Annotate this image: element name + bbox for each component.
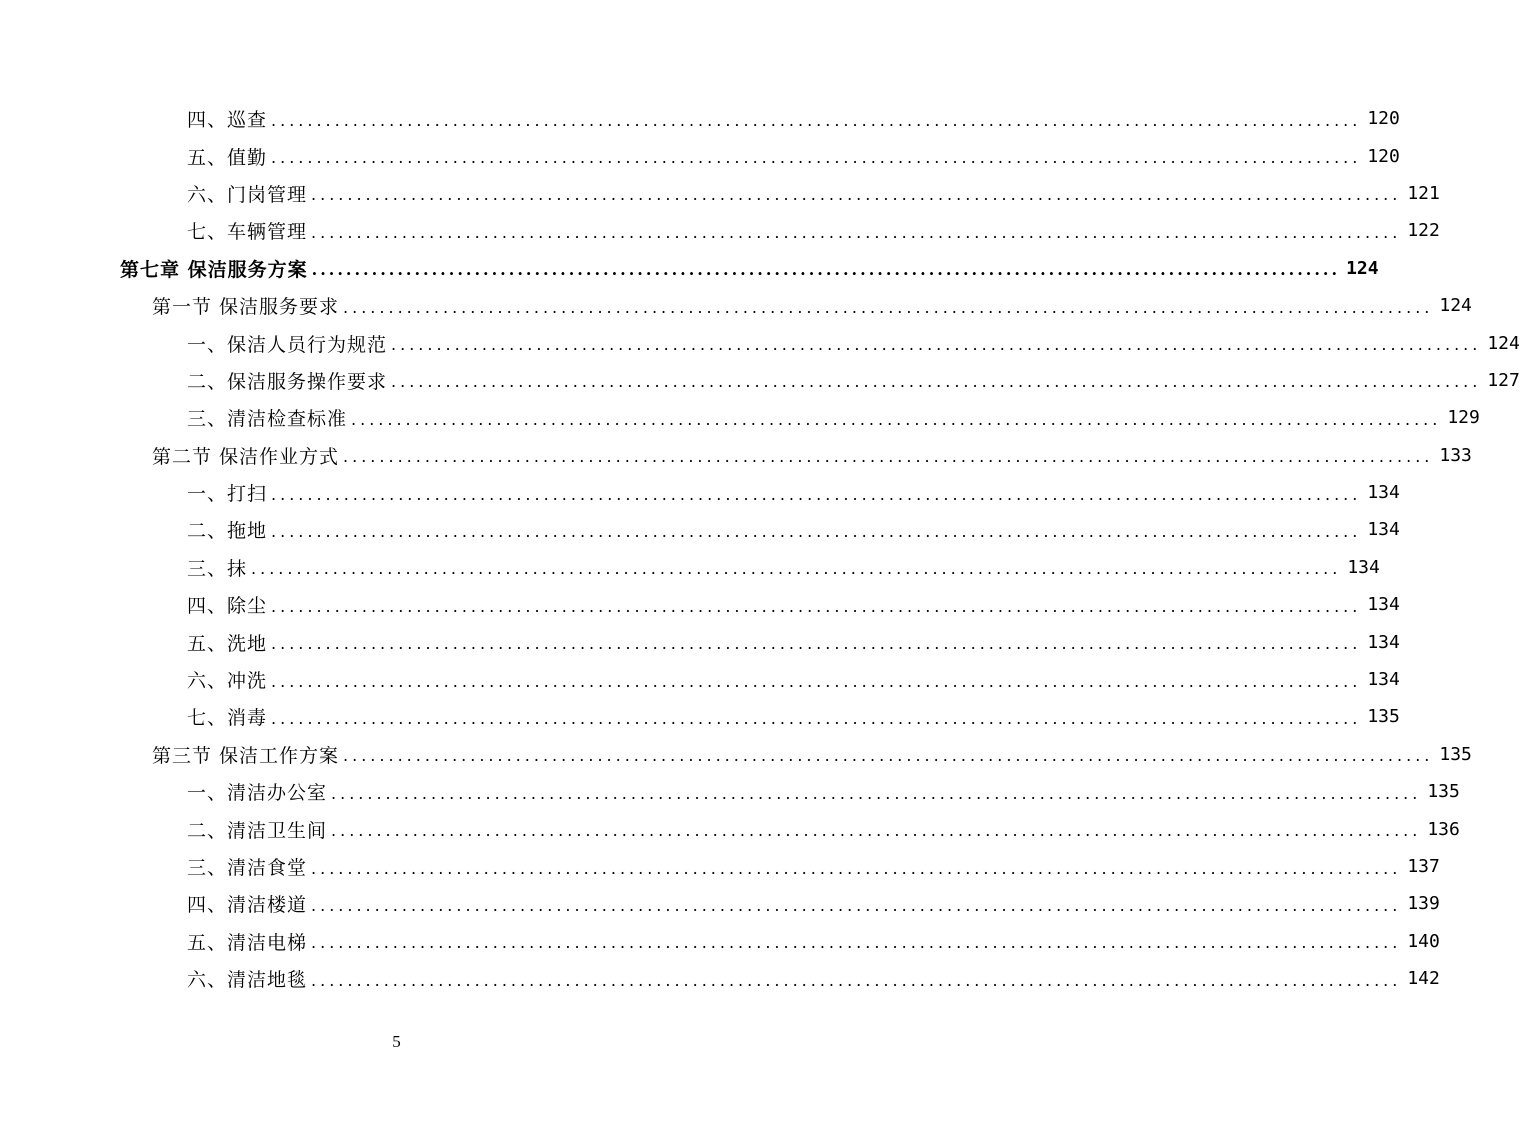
toc-chapter-entry[interactable] — [0, 250, 1379, 287]
toc-entry[interactable] — [0, 773, 1460, 810]
toc-section-entry[interactable] — [0, 287, 1472, 324]
toc-leader-dots: ........................................................................................................................ — [271, 110, 1362, 130]
toc-entry-label: 四、除尘 — [187, 595, 268, 618]
toc-leader-dots: ........................................................................................................................ — [343, 297, 1434, 317]
toc-leader-dots: ........................................................................................................................ — [311, 858, 1402, 878]
toc-entry-page: 124 — [1487, 332, 1520, 354]
toc-entry-page: 135 — [1439, 743, 1472, 765]
toc-entry-page: 134 — [1367, 594, 1400, 616]
toc-entry-page: 134 — [1347, 556, 1380, 578]
toc-entry[interactable] — [0, 623, 1400, 660]
toc-entry-page: 136 — [1427, 818, 1460, 840]
toc-entry-label: 第三节 保洁工作方案 — [152, 744, 340, 767]
toc-entry-label: 三、抹 — [187, 557, 248, 580]
toc-entry-page: 137 — [1407, 856, 1440, 877]
toc-leader-dots: ........................................................................................................................ — [271, 708, 1362, 728]
toc-entry[interactable] — [0, 511, 1400, 548]
toc-entry[interactable] — [0, 586, 1400, 623]
toc-entry-label: 四、清洁楼道 — [187, 894, 308, 917]
toc-leader-dots: ........................................................................................................................ — [271, 148, 1362, 168]
toc-entry-label: 五、清洁电梯 — [187, 931, 308, 954]
toc-entry[interactable] — [0, 175, 1440, 212]
toc-entry-page: 122 — [1407, 220, 1440, 242]
toc-leader-dots: ........................................................................................................................ — [271, 484, 1362, 504]
toc-entry[interactable] — [0, 661, 1400, 698]
toc-entry-label: 六、门岗管理 — [187, 183, 308, 206]
toc-entry[interactable] — [0, 810, 1460, 847]
toc-entry-page: 134 — [1367, 519, 1400, 541]
toc-entry-label: 三、清洁检查标准 — [187, 408, 348, 431]
toc-entry[interactable] — [0, 362, 1520, 399]
toc-entry[interactable] — [0, 212, 1440, 249]
toc-leader-dots: ........................................................................................................................ — [391, 335, 1482, 355]
toc-leader-dots: ........................................................................................................................ — [311, 185, 1402, 205]
toc-entry-page: 124 — [1346, 257, 1379, 279]
toc-entry[interactable] — [0, 848, 1440, 885]
toc-entry-label: 一、清洁办公室 — [187, 782, 328, 805]
toc-leader-dots: ........................................................................................................................ — [311, 260, 1341, 280]
toc-entry-label: 第二节 保洁作业方式 — [152, 445, 340, 468]
toc-entry-page: 124 — [1439, 295, 1472, 317]
toc-leader-dots: ........................................................................................................................ — [331, 783, 1422, 803]
toc-entry[interactable] — [0, 324, 1520, 361]
toc-entry[interactable] — [0, 100, 1400, 137]
page-number: 5 — [392, 1032, 401, 1051]
toc-entry-label: 二、清洁卫生间 — [187, 819, 328, 842]
toc-entry[interactable] — [0, 960, 1440, 997]
toc-entry-label: 一、保洁人员行为规范 — [187, 333, 388, 356]
toc-entry-label: 四、巡查 — [187, 109, 268, 132]
toc-entry-label: 六、清洁地毯 — [187, 969, 308, 992]
toc-entry-page: 140 — [1407, 930, 1440, 952]
toc-leader-dots: ........................................................................................................................ — [351, 409, 1442, 429]
toc-entry-page: 127 — [1487, 369, 1520, 391]
toc-entry-page: 129 — [1447, 407, 1480, 429]
toc-leader-dots: ........................................................................................................................ — [343, 746, 1434, 766]
toc-leader-dots: ........................................................................................................................ — [271, 521, 1362, 541]
table-of-contents — [0, 100, 1520, 997]
toc-entry-page: 133 — [1439, 444, 1472, 466]
toc-entry-label: 二、保洁服务操作要求 — [187, 370, 388, 393]
toc-leader-dots: ........................................................................................................................ — [251, 559, 1342, 579]
toc-entry-label: 七、消毒 — [187, 707, 268, 730]
toc-section-entry[interactable] — [0, 736, 1472, 773]
toc-entry-page: 120 — [1367, 145, 1400, 167]
toc-leader-dots: ........................................................................................................................ — [311, 895, 1402, 915]
toc-leader-dots: ........................................................................................................................ — [343, 447, 1434, 467]
toc-entry-page: 134 — [1367, 669, 1400, 691]
toc-leader-dots: ........................................................................................................................ — [311, 970, 1402, 990]
toc-entry[interactable] — [0, 399, 1480, 436]
toc-entry-label: 六、冲洗 — [187, 670, 268, 693]
toc-entry-label: 二、拖地 — [187, 520, 268, 543]
toc-entry-page: 139 — [1407, 893, 1440, 915]
toc-entry-label: 五、洗地 — [187, 632, 268, 655]
toc-entry[interactable] — [0, 698, 1400, 735]
toc-entry[interactable] — [0, 474, 1400, 511]
toc-leader-dots: ........................................................................................................................ — [311, 933, 1402, 953]
toc-entry-page: 120 — [1367, 108, 1400, 130]
toc-leader-dots: ........................................................................................................................ — [331, 821, 1422, 841]
toc-entry-page: 134 — [1367, 482, 1400, 504]
toc-entry-page: 142 — [1407, 968, 1440, 990]
toc-entry[interactable] — [0, 549, 1380, 586]
toc-entry-label: 五、值勤 — [187, 146, 268, 169]
toc-leader-dots: ........................................................................................................................ — [271, 596, 1362, 616]
toc-entry-label: 七、车辆管理 — [187, 221, 308, 244]
toc-section-entry[interactable] — [0, 437, 1472, 474]
toc-entry-page: 135 — [1367, 706, 1400, 728]
toc-entry-page: 135 — [1427, 781, 1460, 803]
toc-entry-page: 121 — [1407, 182, 1440, 204]
toc-entry[interactable] — [0, 137, 1400, 174]
toc-entry-label: 第一节 保洁服务要求 — [152, 296, 340, 319]
toc-entry[interactable] — [0, 885, 1440, 922]
toc-entry-label: 第七章 保洁服务方案 — [120, 258, 308, 281]
toc-entry[interactable] — [0, 923, 1440, 960]
toc-leader-dots: ........................................................................................................................ — [391, 372, 1482, 392]
toc-leader-dots: ........................................................................................................................ — [271, 671, 1362, 691]
toc-leader-dots: ........................................................................................................................ — [271, 634, 1362, 654]
toc-leader-dots: ........................................................................................................................ — [311, 222, 1402, 242]
toc-entry-page: 134 — [1367, 631, 1400, 653]
toc-entry-label: 三、清洁食堂 — [187, 857, 308, 879]
toc-entry-label: 一、打扫 — [187, 483, 268, 506]
